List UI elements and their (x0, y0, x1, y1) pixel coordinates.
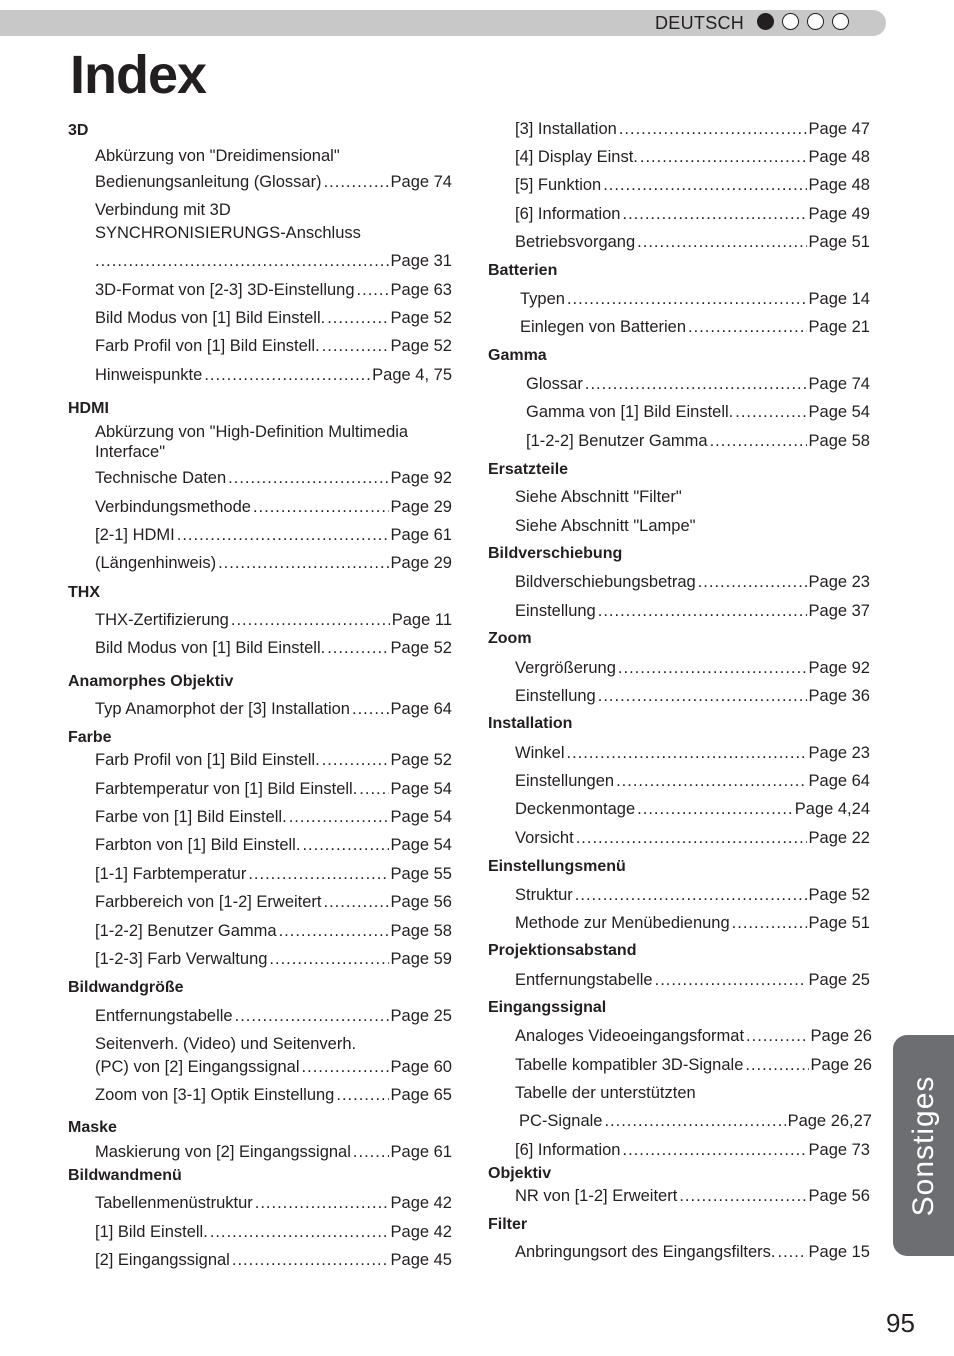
index-entry: 3D-Format von [2-3] 3D-Einstellung ..... Page 63 (95, 279, 452, 301)
language-dot (832, 13, 849, 30)
index-heading: Ersatzteile (488, 461, 569, 478)
index-entry: Betriebsvorgang ..... Page 51 (515, 231, 870, 253)
index-note: Verbindung mit 3D (95, 201, 231, 219)
index-note: Seitenverh. (Video) und Seitenverh. (95, 1035, 357, 1053)
index-entry: Zoom von [3-1] Optik Einstellung ..... Page 65 (95, 1084, 452, 1106)
index-heading: Farbe (68, 729, 112, 746)
index-entry: Farb Profil von [1] Bild Einstell. ..... Page 52 (95, 749, 452, 771)
index-note: Interface" (95, 443, 166, 461)
index-heading: Bildverschiebung (488, 545, 623, 562)
index-entry: Bild Modus von [1] Bild Einstell. ..... Page 52 (95, 307, 452, 329)
page-title: Index (70, 45, 207, 105)
index-entry: Verbindungsmethode ..... Page 29 (95, 496, 452, 518)
index-entry: Struktur ..... Page 52 (515, 884, 870, 906)
index-heading: Gamma (488, 347, 547, 364)
index-entry: Vergrößerung ..... Page 92 (515, 657, 870, 679)
index-heading: Projektionsabstand (488, 942, 637, 959)
index-heading: Anamorphes Objektiv (68, 673, 234, 690)
language-dot-active (757, 13, 774, 30)
index-note: Siehe Abschnitt "Lampe" (515, 517, 696, 535)
index-entry: Farb Profil von [1] Bild Einstell. ..... Page 52 (95, 335, 452, 357)
index-entry: [2-1] HDMI ..... Page 61 (95, 524, 452, 546)
language-dot (807, 13, 824, 30)
index-entry: Analoges Videoeingangsformat ..... Page 26 (515, 1025, 872, 1047)
section-tab (893, 1035, 954, 1256)
index-entry: Gamma von [1] Bild Einstell. ..... Page 54 (526, 401, 870, 423)
index-entry: Entfernungstabelle ..... Page 25 (95, 1005, 452, 1027)
index-entry: [1-2-2] Benutzer Gamma ..... Page 58 (95, 920, 452, 942)
index-entry: Einstellung ..... Page 37 (515, 600, 870, 622)
index-note: Siehe Abschnitt "Filter" (515, 488, 682, 506)
index-entry: Glossar ..... Page 74 (526, 373, 870, 395)
index-entry: [6] Information ..... Page 49 (515, 203, 870, 225)
index-entry: Einstellung ..... Page 36 (515, 685, 870, 707)
header-bar (0, 10, 886, 36)
index-entry: [1-1] Farbtemperatur ..... Page 55 (95, 863, 452, 885)
index-heading: Bildwandgröße (68, 979, 184, 996)
index-entry: [6] Information ..... Page 73 (515, 1139, 870, 1161)
index-entry: Maskierung von [2] Eingangssignal ..... Page 61 (95, 1141, 452, 1163)
index-heading: Bildwandmenü (68, 1167, 182, 1184)
index-entry: Farbbereich von [1-2] Erweitert ..... Page 56 (95, 891, 452, 913)
index-note: Abkürzung von "Dreidimensional" (95, 147, 340, 165)
index-entry: [5] Funktion ..... Page 48 (515, 174, 870, 196)
index-heading: Filter (488, 1216, 528, 1233)
index-entry: (Längenhinweis) ..... Page 29 (95, 552, 452, 574)
index-entry: (PC) von [2] Eingangssignal ..... Page 60 (95, 1056, 452, 1078)
index-entry: ..... Page 31 (95, 250, 452, 272)
index-entry: Tabellenmenüstruktur ..... Page 42 (95, 1192, 452, 1214)
index-entry: Entfernungstabelle ..... Page 25 (515, 969, 870, 991)
index-heading: HDMI (68, 400, 109, 417)
index-heading: Zoom (488, 630, 532, 647)
index-heading: 3D (68, 122, 89, 139)
index-entry: Tabelle kompatibler 3D-Signale ..... Page 26 (515, 1054, 872, 1076)
index-note: Abkürzung von "High-Definition Multimedia (95, 423, 409, 441)
page-number: 95 (886, 1308, 915, 1338)
index-entry: [1-2-2] Benutzer Gamma ..... Page 58 (526, 430, 870, 452)
index-entry: Hinweispunkte ..... Page 4, 75 (95, 364, 452, 386)
index-entry: Winkel ..... Page 23 (515, 742, 870, 764)
index-entry: Deckenmontage ..... Page 4,24 (515, 798, 870, 820)
index-entry: Farbtemperatur von [1] Bild Einstell. ..... Page 54 (95, 778, 452, 800)
index-entry: [2] Eingangssignal ..... Page 45 (95, 1249, 452, 1271)
index-heading: Eingangssignal (488, 999, 607, 1016)
index-entry: Technische Daten ..... Page 92 (95, 467, 452, 489)
index-entry: PC-Signale ..... Page 26,27 (519, 1110, 872, 1132)
index-entry: [4] Display Einst. ..... Page 48 (515, 146, 870, 168)
index-entry: Bildverschiebungsbetrag ..... Page 23 (515, 571, 870, 593)
index-heading: Maske (68, 1119, 117, 1136)
section-tab-label: Sonstiges (906, 1075, 940, 1216)
index-entry: Bild Modus von [1] Bild Einstell. ..... Page 52 (95, 637, 452, 659)
language-label: DEUTSCH (655, 13, 745, 33)
index-heading: THX (68, 584, 100, 601)
index-entry: [1] Bild Einstell. ..... Page 42 (95, 1221, 452, 1243)
index-entry: Bedienungsanleitung (Glossar) ..... Page 74 (95, 171, 452, 193)
index-entry: Anbringungsort des Eingangsfilters. ..... Page 15 (515, 1241, 870, 1263)
index-entry: Methode zur Menübedienung ..... Page 51 (515, 912, 870, 934)
index-entry: [3] Installation ..... Page 47 (515, 118, 870, 140)
index-entry: Einstellungen ..... Page 64 (515, 770, 870, 792)
index-heading: Einstellungsmenü (488, 858, 626, 875)
index-entry: [1-2-3] Farb Verwaltung ..... Page 59 (95, 948, 452, 970)
language-indicator (757, 13, 849, 30)
index-entry: NR von [1-2] Erweitert ..... Page 56 (515, 1185, 870, 1207)
language-dot (782, 13, 799, 30)
index-note: SYNCHRONISIERUNGS-Anschluss (95, 224, 361, 242)
index-heading: Installation (488, 715, 573, 732)
index-entry: Vorsicht ..... Page 22 (515, 827, 870, 849)
index-heading: Objektiv (488, 1165, 552, 1182)
index-note: Tabelle der unterstützten (515, 1084, 696, 1102)
index-entry: Typen ..... Page 14 (520, 288, 870, 310)
index-entry: Farbe von [1] Bild Einstell. ..... Page 54 (95, 806, 452, 828)
index-entry: THX-Zertifizierung ..... Page 11 (95, 609, 452, 631)
index-entry: Farbton von [1] Bild Einstell. ..... Page 54 (95, 834, 452, 856)
index-entry: Einlegen von Batterien ..... Page 21 (520, 316, 870, 338)
index-heading: Batterien (488, 262, 558, 279)
index-entry: Typ Anamorphot der [3] Installation ..... Page 64 (95, 698, 452, 720)
